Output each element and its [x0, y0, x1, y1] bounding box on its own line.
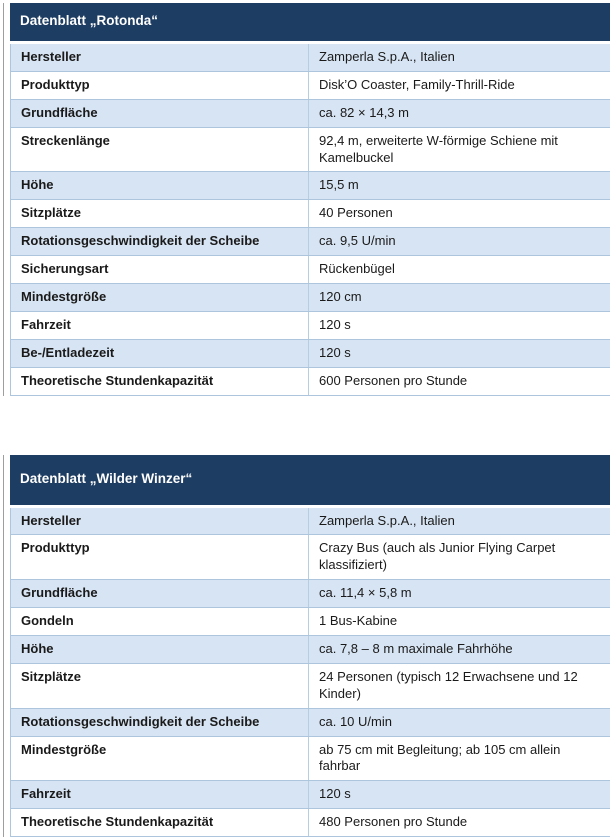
row-value: 40 Personen [308, 200, 610, 227]
row-label: Mindestgröße [21, 741, 107, 757]
table-row [11, 128, 610, 173]
row-value: 480 Personen pro Stunde [308, 809, 610, 836]
table-row [11, 256, 610, 284]
table-sideline [3, 455, 4, 837]
table-title-bar [10, 455, 610, 508]
row-label: Produkttyp [21, 76, 90, 92]
row-label: Höhe [21, 177, 54, 193]
row-value: 24 Personen (typisch 12 Erwachsene und 12 Kinder) [308, 664, 610, 708]
table-row [11, 200, 610, 228]
row-label: Theoretische Stundenkapazität [21, 372, 214, 388]
table-row [11, 608, 610, 636]
row-value: Rückenbügel [308, 256, 610, 283]
row-value: 120 s [308, 340, 610, 367]
row-label: Rotationsgeschwindigkeit der Scheibe [21, 713, 260, 729]
table-sideline [3, 3, 4, 396]
row-value: 15,5 m [308, 172, 610, 199]
table-row [11, 44, 610, 72]
row-value: Crazy Bus (auch als Junior Flying Carpet klassifiziert) [308, 535, 610, 579]
table-row [11, 664, 610, 709]
table-title-bar [10, 3, 610, 44]
row-label: Mindestgröße [21, 289, 107, 305]
row-label: Fahrzeit [21, 316, 71, 332]
table-row [11, 709, 610, 737]
row-value: 120 s [308, 781, 610, 808]
row-label: Höhe [21, 641, 54, 657]
row-label: Sitzplätze [21, 668, 81, 684]
row-value: ca. 10 U/min [308, 709, 610, 736]
row-value: 92,4 m, erweiterte W-förmige Schiene mit Kamelbuckel [308, 128, 610, 172]
row-value: Zamperla S.p.A., Italien [308, 44, 610, 71]
table-rows [10, 44, 610, 396]
row-label: Be-/Entladezeit [21, 344, 115, 360]
datasheet-table [10, 455, 610, 837]
table-row [11, 312, 610, 340]
row-label: Produkttyp [21, 540, 90, 556]
row-value: 600 Personen pro Stunde [308, 368, 610, 395]
row-value: 1 Bus-Kabine [308, 608, 610, 635]
row-value: ca. 7,8 – 8 m maximale Fahrhöhe [308, 636, 610, 663]
row-value: ca. 9,5 U/min [308, 228, 610, 255]
row-value: Disk’O Coaster, Family-Thrill-Ride [308, 72, 610, 99]
row-value: ca. 82 × 14,3 m [308, 100, 610, 127]
row-value: ab 75 cm mit Begleitung; ab 105 cm allein fahrbar [308, 737, 610, 781]
row-value: 120 cm [308, 284, 610, 311]
row-label: Theoretische Stundenkapazität [21, 814, 214, 830]
table-row [11, 172, 610, 200]
row-value: ca. 11,4 × 5,8 m [308, 580, 610, 607]
table-row [11, 368, 610, 396]
table-row [11, 284, 610, 312]
table-row [11, 535, 610, 580]
row-label: Gondeln [21, 613, 74, 629]
table-title: Datenblatt „Wilder Winzer“ [20, 470, 193, 486]
table-row [11, 737, 610, 782]
table-row [11, 228, 610, 256]
table-row [11, 636, 610, 664]
row-label: Grundfläche [21, 104, 98, 120]
table-rows [10, 508, 610, 837]
row-label: Streckenlänge [21, 132, 110, 148]
table-row [11, 340, 610, 368]
row-label: Grundfläche [21, 585, 98, 601]
row-label: Rotationsgeschwindigkeit der Scheibe [21, 233, 260, 249]
row-value: Zamperla S.p.A., Italien [308, 508, 610, 535]
table-title: Datenblatt „Rotonda“ [20, 13, 158, 28]
row-value: 120 s [308, 312, 610, 339]
table-row [11, 72, 610, 100]
table-row [11, 508, 610, 536]
row-label: Hersteller [21, 49, 81, 64]
row-label: Fahrzeit [21, 786, 71, 802]
row-label: Sitzplätze [21, 205, 81, 221]
row-label: Hersteller [21, 512, 81, 528]
row-label: Sicherungsart [21, 261, 109, 277]
table-row [11, 781, 610, 809]
datasheet-table [10, 3, 610, 396]
table-row [11, 580, 610, 608]
table-row [11, 100, 610, 128]
